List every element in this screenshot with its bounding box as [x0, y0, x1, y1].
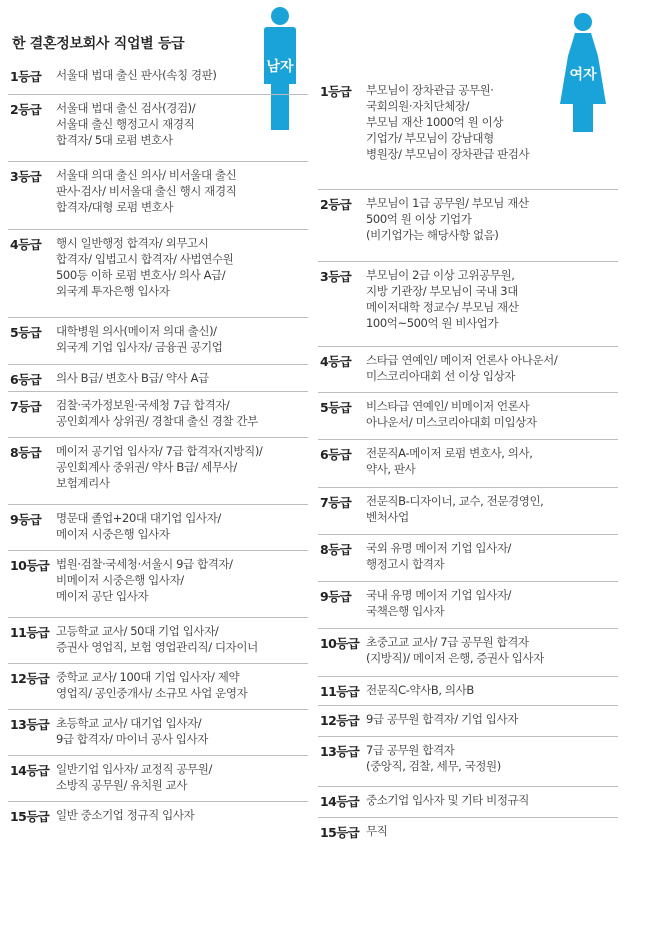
grade-description: 일반 중소기업 정규직 입사자 [56, 808, 195, 822]
grade-row [8, 505, 308, 551]
grade-label: 6등급 [320, 447, 352, 462]
grade-description: 중학교 교사/ 100대 기업 입사자/ 제약 영업직/ 공인중개사/ 소규모 사업 운영자 [56, 670, 248, 700]
female-label: 여자 [569, 67, 597, 83]
grade-label: 14등급 [10, 763, 50, 778]
grade-description: 비스타급 연예인/ 비메이저 언론사 아나운서/ 미스코리아대회 미입상자 [366, 399, 537, 429]
grade-description: 일반기업 입사자/ 교정직 공무원/ 소방직 공무원/ 유치원 교사 [56, 762, 212, 792]
grade-row [318, 440, 618, 488]
grade-label: 4등급 [10, 237, 42, 252]
grade-label: 10등급 [10, 558, 50, 573]
grade-description: 국외 유명 메이저 기업 입사자/ 행정고시 합격자 [366, 541, 512, 571]
grade-description: 전문직A-메이저 로펌 변호사, 의사, 약사, 판사 [366, 446, 533, 476]
grade-label: 15등급 [10, 809, 50, 824]
grade-label: 3등급 [10, 169, 42, 184]
grade-label: 9등급 [320, 589, 352, 604]
grade-row [8, 230, 308, 318]
grade-description: 국내 유명 메이저 기업 입사자/ 국책은행 입사자 [366, 588, 512, 618]
grade-row [318, 393, 618, 440]
grade-description: 7급 공무원 합격자 (중앙직, 검찰, 세무, 국정원) [366, 743, 501, 773]
grade-label: 14등급 [320, 794, 360, 809]
grade-row [8, 62, 308, 95]
grade-row [318, 787, 618, 818]
page-title: 한 결혼정보회사 직업별 등급 [12, 36, 185, 52]
grade-label: 7등급 [10, 399, 42, 414]
grade-description: 초등학교 교사/ 대기업 입사자/ 9급 합격자/ 마이너 공사 입사자 [56, 716, 208, 746]
grade-description: 의사 B급/ 변호사 B급/ 약사 A급 [56, 371, 209, 385]
grade-label: 12등급 [10, 671, 50, 686]
grade-label: 13등급 [320, 744, 360, 759]
grade-row [318, 347, 618, 393]
grade-description: 메이저 공기업 입사자/ 7급 합격자(지방직)/ 공인회계사 중위권/ 약사 B급/ 세무사/ 보험계리사 [56, 444, 263, 490]
grade-row [318, 582, 618, 629]
grade-row [8, 802, 308, 842]
grade-label: 7등급 [320, 495, 352, 510]
grade-row [8, 664, 308, 710]
grade-description: 서울대 의대 출신 의사/ 비서울대 출신 판사·검사/ 비서울대 출신 행시 재경직 합격자/대형 로펌 변호사 [56, 168, 237, 214]
grade-row [8, 756, 308, 802]
grade-row [8, 551, 308, 618]
grade-row [318, 677, 618, 706]
grade-description: 초중고교 교사/ 7급 공무원 합격자 (지방직)/ 메이저 은행, 증권사 입사자 [366, 635, 544, 665]
grade-description: 전문직B-디자이너, 교수, 전문경영인, 벤처사업 [366, 494, 544, 524]
grade-label: 1등급 [320, 84, 352, 99]
grade-description: 부모님이 1급 공무원/ 부모님 재산 500억 원 이상 기업가 (비기업가는 해당사항 없음) [366, 196, 529, 242]
grade-row [318, 262, 618, 347]
grade-label: 4등급 [320, 354, 352, 369]
grade-row [8, 95, 308, 162]
grade-description: 서울대 법대 출신 판사(속칭 경판) [56, 68, 217, 82]
grade-row [318, 706, 618, 737]
grade-row [318, 488, 618, 535]
grade-row [8, 318, 308, 365]
grade-row [8, 162, 308, 230]
grade-label: 5등급 [10, 325, 42, 340]
grade-description: 무직 [366, 824, 388, 838]
grade-description: 법원·검찰·국세청·서울시 9급 합격자/ 비메이저 시중은행 입사자/ 메이저 공단 입사자 [56, 557, 233, 603]
grade-description: 전문직C-약사B, 의사B [366, 683, 474, 697]
grade-description: 검찰·국가정보원·국세청 7급 합격자/ 공인회계사 상위권/ 경찰대 출신 경찰 간부 [56, 398, 258, 428]
grade-row [8, 392, 308, 438]
grade-description: 고등학교 교사/ 50대 기업 입사자/ 증권사 영업직, 보험 영업관리직/ 디자이너 [56, 624, 258, 654]
grade-label: 1등급 [10, 69, 42, 84]
grade-description: 명문대 졸업+20대 대기업 입사자/ 메이저 시중은행 입사자 [56, 511, 221, 541]
grade-label: 12등급 [320, 713, 360, 728]
grade-label: 6등급 [10, 372, 42, 387]
female-grade-list [318, 77, 618, 848]
grade-label: 13등급 [10, 717, 50, 732]
grade-label: 8등급 [10, 445, 42, 460]
grade-row [318, 535, 618, 582]
grade-row [318, 737, 618, 787]
grade-description: 중소기업 입사자 및 기타 비정규직 [366, 793, 529, 807]
grade-row [8, 618, 308, 664]
grade-label: 5등급 [320, 400, 352, 415]
grade-description: 9급 공무원 합격자/ 기업 입사자 [366, 712, 518, 726]
grade-label: 9등급 [10, 512, 42, 527]
male-grade-list [8, 62, 308, 842]
grade-description: 부모님이 장차관급 공무원· 국회의원·자치단체장/ 부모님 재산 1000억 원 이상 기업가/ 부모님이 강남대형 병원장/ 부모님이 장차관급 판검사 [366, 83, 530, 161]
grade-label: 3등급 [320, 269, 352, 284]
grade-label: 11등급 [10, 625, 50, 640]
grade-description: 대학병원 의사(메이저 의대 출신)/ 외국계 기업 입사자/ 금융권 공기업 [56, 324, 223, 354]
grade-description: 부모님이 2급 이상 고위공무원, 지방 기관장/ 부모님이 국내 3대 메이저대학 정교수/ 부모님 재산 100억~500억 원 비사업가 [366, 268, 519, 330]
grade-label: 15등급 [320, 825, 360, 840]
grade-description: 서울대 법대 출신 검사(경검)/ 서울대 출신 행정고시 재경직 합격자/ 5대 로펌 변호사 [56, 101, 196, 147]
grade-label: 11등급 [320, 684, 360, 699]
grade-row [318, 77, 618, 190]
grade-label: 2등급 [320, 197, 352, 212]
male-label: 남자 [266, 59, 294, 75]
grade-row [8, 365, 308, 392]
grade-label: 8등급 [320, 542, 352, 557]
grade-row [318, 818, 618, 848]
grade-row [8, 710, 308, 756]
grade-row [318, 629, 618, 677]
grade-label: 10등급 [320, 636, 360, 651]
grade-description: 행시 일반행정 합격자/ 외무고시 합격자/ 입법고시 합격자/ 사법연수원 500등 이하 로펌 변호사/ 의사 A급/ 외국계 투자은행 입사자 [56, 236, 234, 298]
grade-label: 2등급 [10, 102, 42, 117]
grade-row [318, 190, 618, 262]
grade-description: 스타급 연예인/ 메이저 언론사 아나운서/ 미스코리아대회 선 이상 입상자 [366, 353, 558, 383]
grade-row [8, 438, 308, 505]
